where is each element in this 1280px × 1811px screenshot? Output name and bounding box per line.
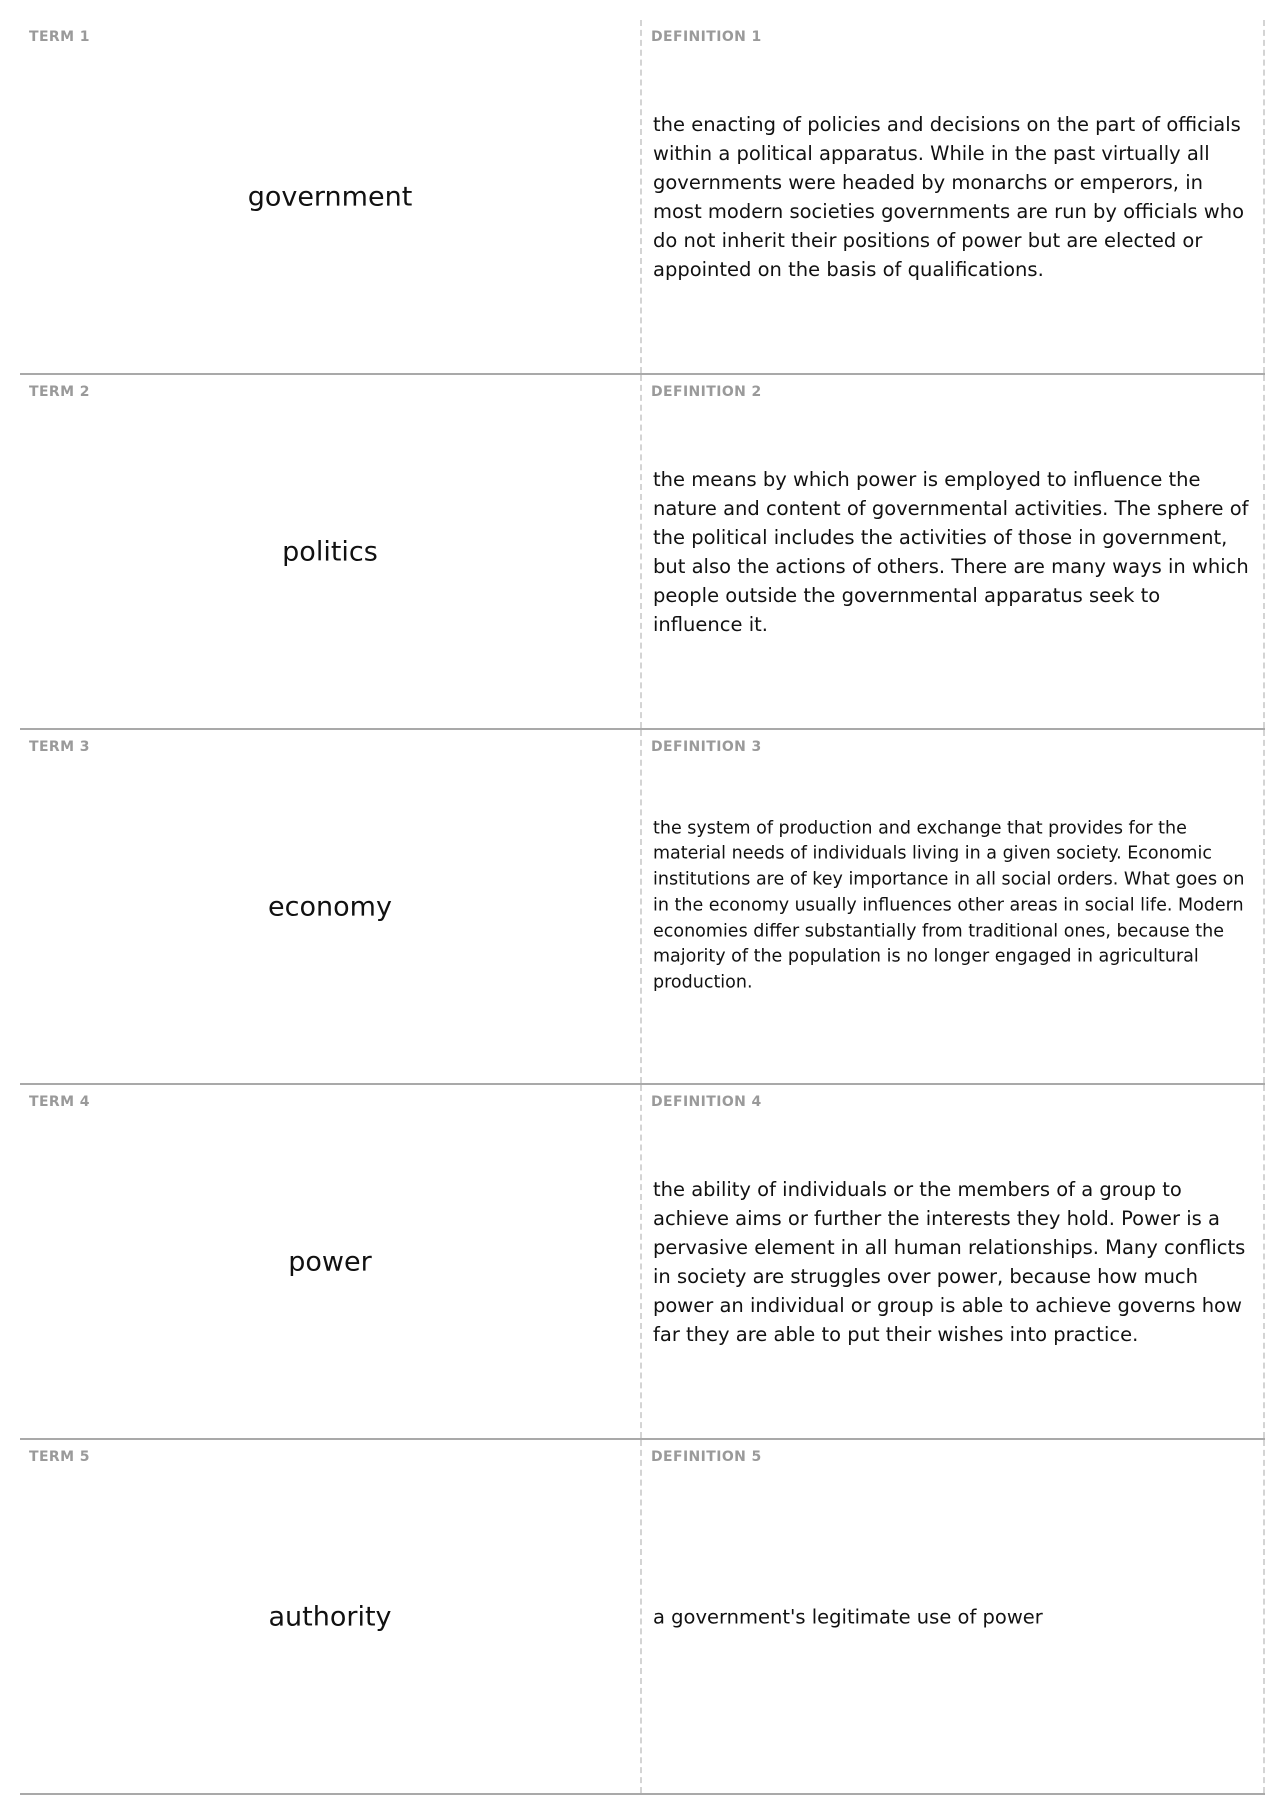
term-cell: [20, 1085, 642, 1438]
definition-label: DEFINITION 4: [651, 1094, 762, 1110]
term-text: government: [247, 181, 413, 212]
term-label: TERM 4: [29, 1094, 90, 1110]
definition-label: DEFINITION 5: [651, 1449, 762, 1465]
term-text: power: [288, 1246, 372, 1277]
definition-label: DEFINITION 1: [651, 29, 762, 45]
flashcard-sheet: [20, 20, 1265, 1795]
term-cell: [20, 375, 642, 728]
definition-label: DEFINITION 2: [651, 384, 762, 400]
term-label: TERM 5: [29, 1449, 90, 1465]
definition-text: the ability of individuals or the members of a group to achieve aims or further the interests they hold. Power is a pervasive element in all human relationships. Many conflicts in society are struggles over power, because how much power an individual or group is able to achieve governs how far they are able to put their wishes into practice.: [653, 1177, 1246, 1346]
definition-text: the means by which power is employed to influence the nature and content of governmental activities. The sphere of the political includes the activities of those in government, but also the actions of others. There are many ways in which people outside the governmental apparatus seek to influence it.: [653, 467, 1249, 636]
definition-label: DEFINITION 3: [651, 739, 762, 755]
term-label: TERM 1: [29, 29, 90, 45]
definition-cell: [642, 1440, 1265, 1793]
term-label: TERM 3: [29, 739, 90, 755]
definition-cell: [642, 730, 1265, 1083]
flashcard-row: [20, 1085, 1265, 1440]
definition-cell: [642, 20, 1265, 373]
definition-cell: [642, 1085, 1265, 1438]
term-label: TERM 2: [29, 384, 90, 400]
definition-text: a government's legitimate use of power: [653, 1605, 1043, 1628]
flashcard-row: [20, 1440, 1265, 1795]
term-cell: [20, 20, 642, 373]
definition-text: the system of production and exchange that provides for the material needs of individuals living in a given society. Economic institutions are of key importance in all social orders. What goes on in the economy usually influences other areas in social life. Modern economies differ substantially from traditional ones, because the majority of the population is no longer engaged in agricultural production.: [653, 818, 1245, 993]
flashcard-row: [20, 375, 1265, 730]
term-cell: [20, 730, 642, 1083]
term-text: politics: [282, 536, 378, 567]
term-cell: [20, 1440, 642, 1793]
flashcard-row: [20, 20, 1265, 375]
definition-cell: [642, 375, 1265, 728]
flashcard-row: [20, 730, 1265, 1085]
term-text: authority: [268, 1601, 392, 1632]
term-text: economy: [268, 891, 392, 922]
definition-text: the enacting of policies and decisions on the part of officials within a political apparatus. While in the past virtually all governments were headed by monarchs or emperors, in most modern societies governments are run by officials who do not inherit their positions of power but are elected or appointed on the basis of qualifications.: [653, 112, 1245, 281]
